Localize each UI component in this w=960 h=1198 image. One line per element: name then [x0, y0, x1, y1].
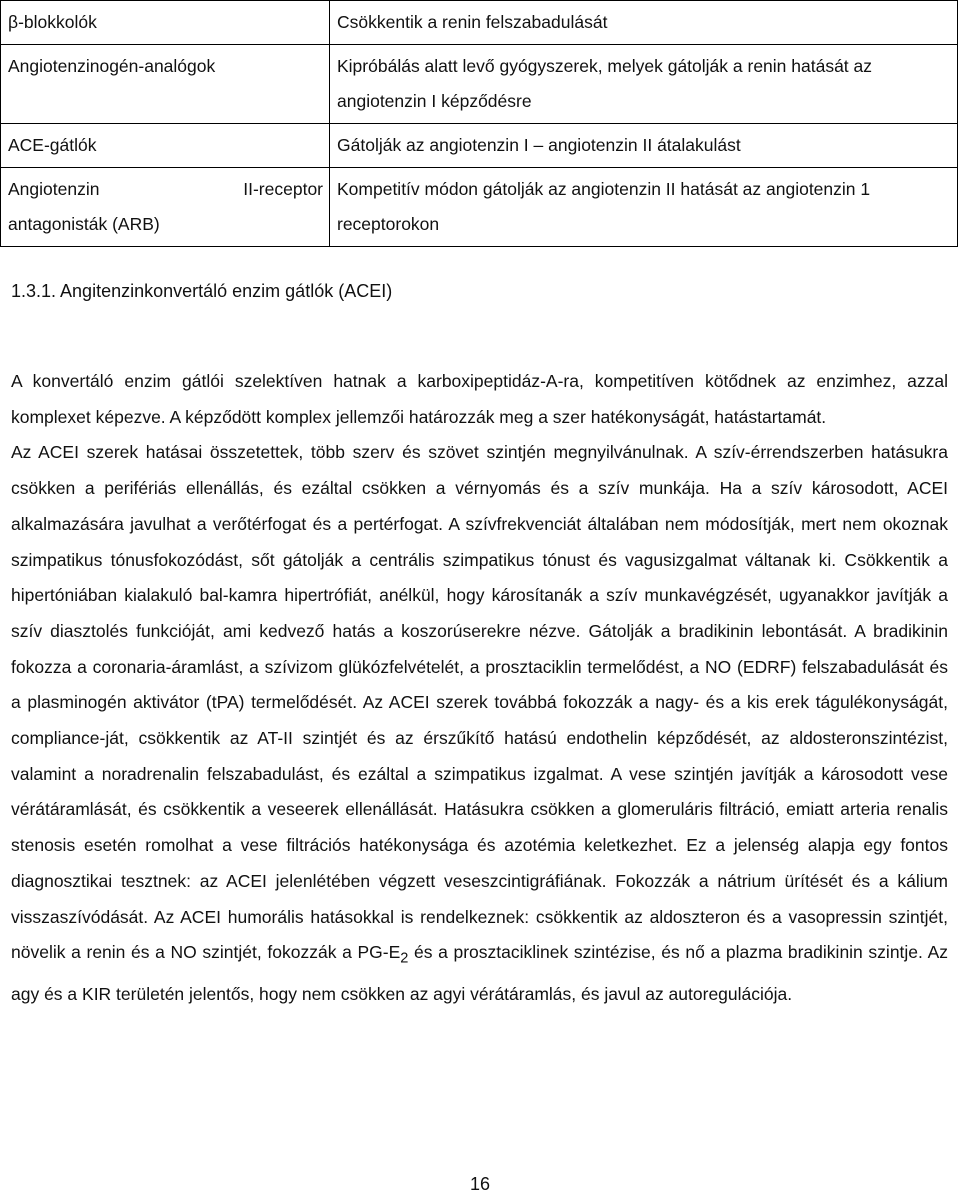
table-cell-description [330, 168, 958, 247]
drug-class-label-part: II-receptor [243, 179, 323, 199]
drug-class-description: Kipróbálás alatt levő gyógyszerek, melyek gátolják a renin hatását az angiotenzin I képződésre [337, 56, 873, 111]
table-row [1, 168, 958, 247]
section-heading: 1.3.1. Angitenzinkonvertáló enzim gátlók (ACEI) [11, 281, 393, 301]
table-cell-description [330, 45, 958, 124]
paragraph-text: és a prosztaciklinek szintézise, és nő a plazma bradikinin szintje. Az agy és a KIR területén jelentős, hogy nem csökken az agyi vérátáramlás, és javul az autoregulációja. [11, 942, 948, 1005]
drug-class-label-line: antagonisták (ARB) [8, 214, 160, 234]
table-row [1, 124, 958, 168]
paragraph-text: Az ACEI szerek hatásai összetettek, több szerv és szövet szintjén megnyilvánulnak. A szív-érrendszerben hatásukra csökken a perifériás ellenállás, és ezáltal csökken a vérnyomás és a szív munkája. Ha a szív károsodott, ACEI alkalmazására javulhat a verőtérfogat és a pertérfogat. A szívfrekvenciát általában nem módosítják, mert nem okoznak szimpatikus tónusfokozódást, sőt gátolják a centrális szimpatikus tónust és vagusizgalmat váltanak ki. Csökkentik a hipertóniában kialakuló bal-kamra hipertrófiát, anélkül, hogy károsítanák a szív munkavégzését, ugyanakkor javítják a szív diasztolés funkcióját, ami kedvező hatás a koszorúserekre nézve. Gátolják a bradikinin lebontását. A bradikinin fokozza a coronaria-áramlást, a szívizom glükózfelvételét, a prosztaciklin termelődést, a NO (EDRF) felszabadulását és a plasminogén aktivátor (tPA) termelődését. Az ACEI szerek továbbá fokozzák a nagy- és a kis erek tágulékonyságát, compliance-ját, csökkentik az AT-II szintjét és az érszűkítő hatású endothelin képződését, az aldosteronszintézist, valamint a noradrenalin felszabadulást, és ezáltal a szimpatikus izgalmat. A vese szintjén javítják a károsodott vese vérátáramlását, és csökkentik a veseerek ellenállását. Hatásukra csökken a glomeruláris filtráció, emiatt arteria renalis stenosis esetén romolhat a vese filtrációs hatékonysága és azotémia keletkezhet. Ez a jelenség alapja egy fontos diagnosztikai tesztnek: az ACEI jelenlétében végzett veseszcintigráfiának. Fokozzák a nátrium ürítését és a kálium visszaszívódását. Az ACEI humorális hatásokkal is rendelkeznek: csökkentik az aldoszteron és a vasopressin szintjét, növelik a renin és a NO szintjét, fokozzák a PG-E [11, 442, 948, 963]
table-cell-class [1, 124, 330, 168]
drug-class-label: β-blokkolók [8, 12, 97, 32]
subscript-text: 2 [400, 950, 409, 967]
table-row [1, 1, 958, 45]
drug-class-description: Csökkentik a renin felszabadulását [337, 12, 608, 32]
table-cell-class [1, 45, 330, 124]
paragraph: A konvertáló enzim gátlói szelektíven hatnak a karboxipeptidáz-A-ra, kompetitíven kötődnek az enzimhez, azzal komplexet képezve. A képződött komplex jellemzői határozzák meg a szer hatékonyságát, hatástartamát. [11, 371, 948, 427]
drug-class-label: ACE-gátlók [8, 135, 97, 155]
paragraph [11, 435, 948, 1013]
drug-class-label-part: Angiotenzin [8, 179, 100, 199]
drug-class-description: Kompetitív módon gátolják az angiotenzin II hatását az angiotenzin 1 receptorokon [337, 179, 871, 234]
drug-class-label-line [8, 172, 323, 207]
table-cell-description [330, 1, 958, 45]
body-text [11, 364, 948, 1013]
page-number: 16 [469, 1174, 491, 1194]
table-cell-class [1, 168, 330, 247]
drug-class-description: Gátolják az angiotenzin I – angiotenzin II átalakulást [337, 135, 741, 155]
table-row [1, 45, 958, 124]
table-cell-class [1, 1, 330, 45]
drug-class-table [0, 0, 958, 247]
table-cell-description [330, 124, 958, 168]
drug-class-label: Angiotenzinogén-analógok [8, 56, 216, 76]
